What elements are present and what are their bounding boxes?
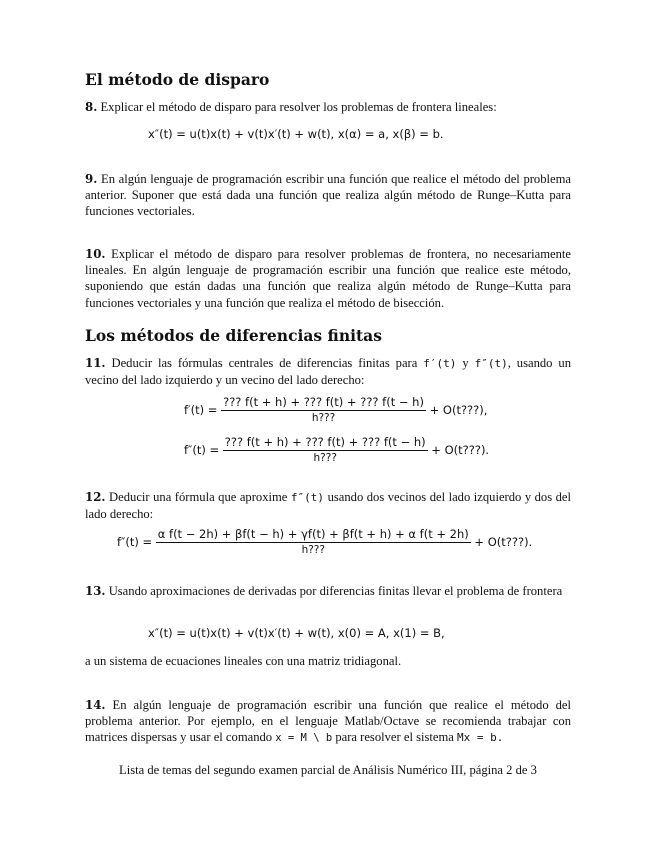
code-inline: x = M \ b: [275, 732, 333, 745]
eq-rhs: + O(t???).: [474, 535, 533, 549]
problem-number: 10.: [85, 247, 106, 261]
problem-14: [85, 697, 571, 747]
problem-13-continuation: a un sistema de ecuaciones lineales con una matriz tridiagonal.: [85, 654, 402, 668]
equation-bvp-linear: x″(t) = u(t)x(t) + v(t)x′(t) + w(t), x(α) = a, x(β) = b.: [148, 127, 444, 141]
math-inline: Mx = b.: [457, 731, 504, 745]
fraction: [221, 395, 426, 426]
section-title-finite-differences: Los métodos de diferencias finitas: [85, 326, 382, 345]
math-inline: f″(t): [474, 357, 508, 370]
numerator: α f(t − 2h) + βf(t − h) + γf(t) + βf(t + h) + α f(t + 2h): [157, 527, 469, 541]
equation-second-derivative: [184, 435, 489, 466]
math-inline: f′(t): [423, 357, 457, 370]
denominator: h???: [311, 412, 336, 424]
problem-11: [85, 355, 571, 388]
problem-8: [85, 99, 571, 115]
problem-12: [85, 489, 571, 522]
problem-9: [85, 171, 571, 220]
eq-rhs: + O(t???),: [429, 403, 488, 417]
problem-text: Usando aproximaciones de derivadas por diferencias finitas llevar el problema de frontera: [108, 584, 563, 598]
problem-text: En algún lenguaje de programación escribir una función que realice el método del problema anterior. Por ejemplo, en el lenguaje Matlab/Octave se recomienda trabajar con matrices dispersas y usar el comando: [85, 698, 571, 745]
fraction: [223, 435, 428, 466]
denominator: h???: [301, 544, 325, 556]
problem-number: 11.: [85, 356, 106, 370]
eq-lhs: f′(t) =: [184, 403, 218, 417]
fraction: [156, 527, 471, 558]
problem-text: para resolver el sistema: [335, 730, 454, 745]
equation-first-derivative: [184, 395, 487, 426]
problem-text: Explicar el método de disparo para resolver problemas de frontera, no necesariamente lineales. En algún lenguaje de programación escribir una función que realice este método, suponiendo que están dadas una función que realiza algún método de Runge–Kutta para funciones vectoriales y una función que realiza el método de bisección.: [85, 247, 571, 310]
problem-number: 9.: [85, 172, 98, 186]
problem-10: [85, 246, 571, 311]
section-title-shooting: El método de disparo: [85, 70, 270, 89]
denominator: h???: [313, 452, 337, 464]
problem-text: usando dos vecinos del lado izquierdo y dos del lado derecho:: [85, 490, 572, 522]
problem-number: 13.: [85, 584, 106, 598]
problem-text: y: [462, 356, 469, 370]
problem-text: , usando un vecino del lado izquierdo y un vecino del lado derecho:: [85, 356, 571, 388]
problem-number: 12.: [85, 490, 106, 504]
problem-text: Deducir una fórmula que aproxime: [109, 490, 288, 504]
problem-text: Explicar el método de disparo para resolver los problemas de frontera lineales:: [100, 100, 497, 114]
page-footer: Lista de temas del segundo examen parcial de Análisis Numérico III, página 2 de 3: [119, 763, 537, 777]
numerator: ??? f(t + h) + ??? f(t) + ??? f(t − h): [224, 435, 426, 449]
eq-lhs: f″(t) =: [184, 443, 220, 457]
problem-text: En algún lenguaje de programación escribir una función que realice el método del problema anterior. Suponer que está dada una función que realiza algún método de Runge–Kutta para funciones vectoriales.: [85, 172, 571, 219]
equation-five-point: [117, 527, 532, 558]
eq-rhs: + O(t???).: [431, 443, 490, 457]
math-inline: f″(t): [290, 491, 325, 504]
problem-number: 8.: [85, 100, 98, 114]
problem-text: Deducir las fórmulas centrales de diferencias finitas para: [111, 356, 418, 370]
equation-bvp-unit: x″(t) = u(t)x(t) + v(t)x′(t) + w(t), x(0) = A, x(1) = B,: [148, 626, 445, 640]
eq-lhs: f″(t) =: [117, 535, 153, 549]
problem-number: 14.: [85, 698, 106, 712]
problem-13: [85, 583, 571, 599]
numerator: ??? f(t + h) + ??? f(t) + ??? f(t − h): [223, 395, 424, 409]
